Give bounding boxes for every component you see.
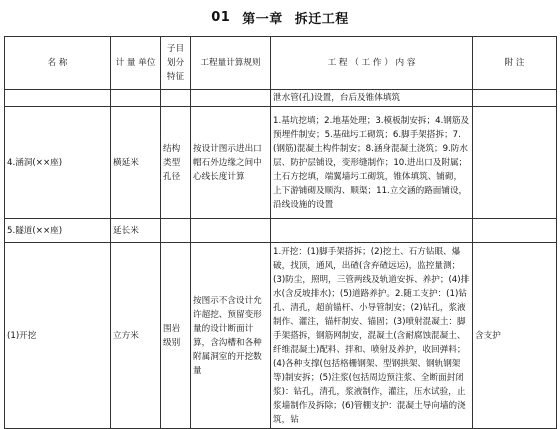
cell-rule: 按图示不含设计允许超挖、预留变形量的设计断面计算，含沟槽和各种附属洞室的开挖数量 — [191, 243, 271, 429]
cell-note: 含支护 — [473, 243, 557, 429]
header-note: 附 注 — [473, 37, 557, 90]
cell-note — [473, 219, 557, 243]
header-feature: 子目划分特征 — [161, 37, 191, 90]
table-row — [5, 219, 557, 243]
header-rule: 工程量计算规则 — [191, 37, 271, 90]
cell-name — [5, 90, 111, 107]
table-row — [5, 90, 557, 107]
table-row — [5, 243, 557, 429]
cell-unit: 延长米 — [111, 219, 161, 243]
chapter-label: 第一章 — [242, 11, 283, 27]
chapter-title: 拆迁工程 — [294, 11, 349, 27]
cell-rule: 按设计图示进出口帽石外边缘之间中心线长度计算 — [191, 107, 271, 219]
cell-rule — [191, 219, 271, 243]
cell-unit: 横延米 — [111, 107, 161, 219]
cell-feature — [161, 90, 191, 107]
cell-name: 4.涵洞(××座) — [5, 107, 111, 219]
header-unit: 计 量 单位 — [111, 37, 161, 90]
header-content: 工 程 （ 工 作 ） 内 容 — [271, 37, 473, 90]
cell-unit — [111, 90, 161, 107]
cell-content: 1.基坑挖填；2.地基处理；3.模板制安拆；4.钢筋及预埋件制安；5.基础圬工砌筑；6.脚手架搭拆；7.(钢筋)混凝土构件制安；8.涵身混凝土浇筑；9.防水层、防护层铺设，变形缝制作；10.进出口及附属；土石方挖填，端翼墙圬工砌筑，锥体填筑、铺砌，上下游铺砌及顺沟、顺渠；11.立交涵的路面铺设，沿线设施的设置 — [271, 107, 473, 219]
table-row — [5, 107, 557, 219]
cell-content — [271, 219, 473, 243]
cell-note — [473, 107, 557, 219]
table-header-row — [5, 37, 557, 90]
page-title — [0, 0, 560, 34]
quantity-spec-table — [4, 36, 557, 429]
cell-feature — [161, 219, 191, 243]
cell-feature: 围岩级别 — [161, 243, 191, 429]
cell-note — [473, 90, 557, 107]
cell-feature: 结构类型孔径 — [161, 107, 191, 219]
cell-content: 泄水管(孔)设置，台后及锥体填筑 — [271, 90, 473, 107]
cell-rule — [191, 90, 271, 107]
chapter-number: 01 — [211, 9, 231, 25]
header-name: 名 称 — [5, 37, 111, 90]
cell-unit: 立方米 — [111, 243, 161, 429]
cell-name: (1)开挖 — [5, 243, 111, 429]
cell-content: 1.开挖：(1)脚手架搭拆；(2)挖土、石方钻眼、爆破，找顶，通风，出碴(含弃碴远运)，监控量测；(3)防尘，照明，三管两线及轨道安拆、养护；(4)排水(含反坡排水)；(5)道路养护。2.随工支护：(1)钻孔、清孔，超前锚杆、小导管制安；(2)钻孔，浆液制作、灌注，锚杆制安、锚固；(3)喷射混凝土：脚手架搭拆，钢筋网制安，混凝土(含耐腐蚀混凝土、纤维混凝土)配料、拌和、喷射及养护，收回弹料；(4)各种支撑(包括格栅钢架、型钢拱架、钢轨钢架等)制安拆；(5)注浆(包括周边预注浆、全断面封闭浆)：钻孔，清孔，浆液制作，灌注，压水试验，止浆墙制作及拆除；(6)管棚支护：混凝土导向墙的浇筑，钻 — [271, 243, 473, 429]
cell-name: 5.隧道(××座) — [5, 219, 111, 243]
